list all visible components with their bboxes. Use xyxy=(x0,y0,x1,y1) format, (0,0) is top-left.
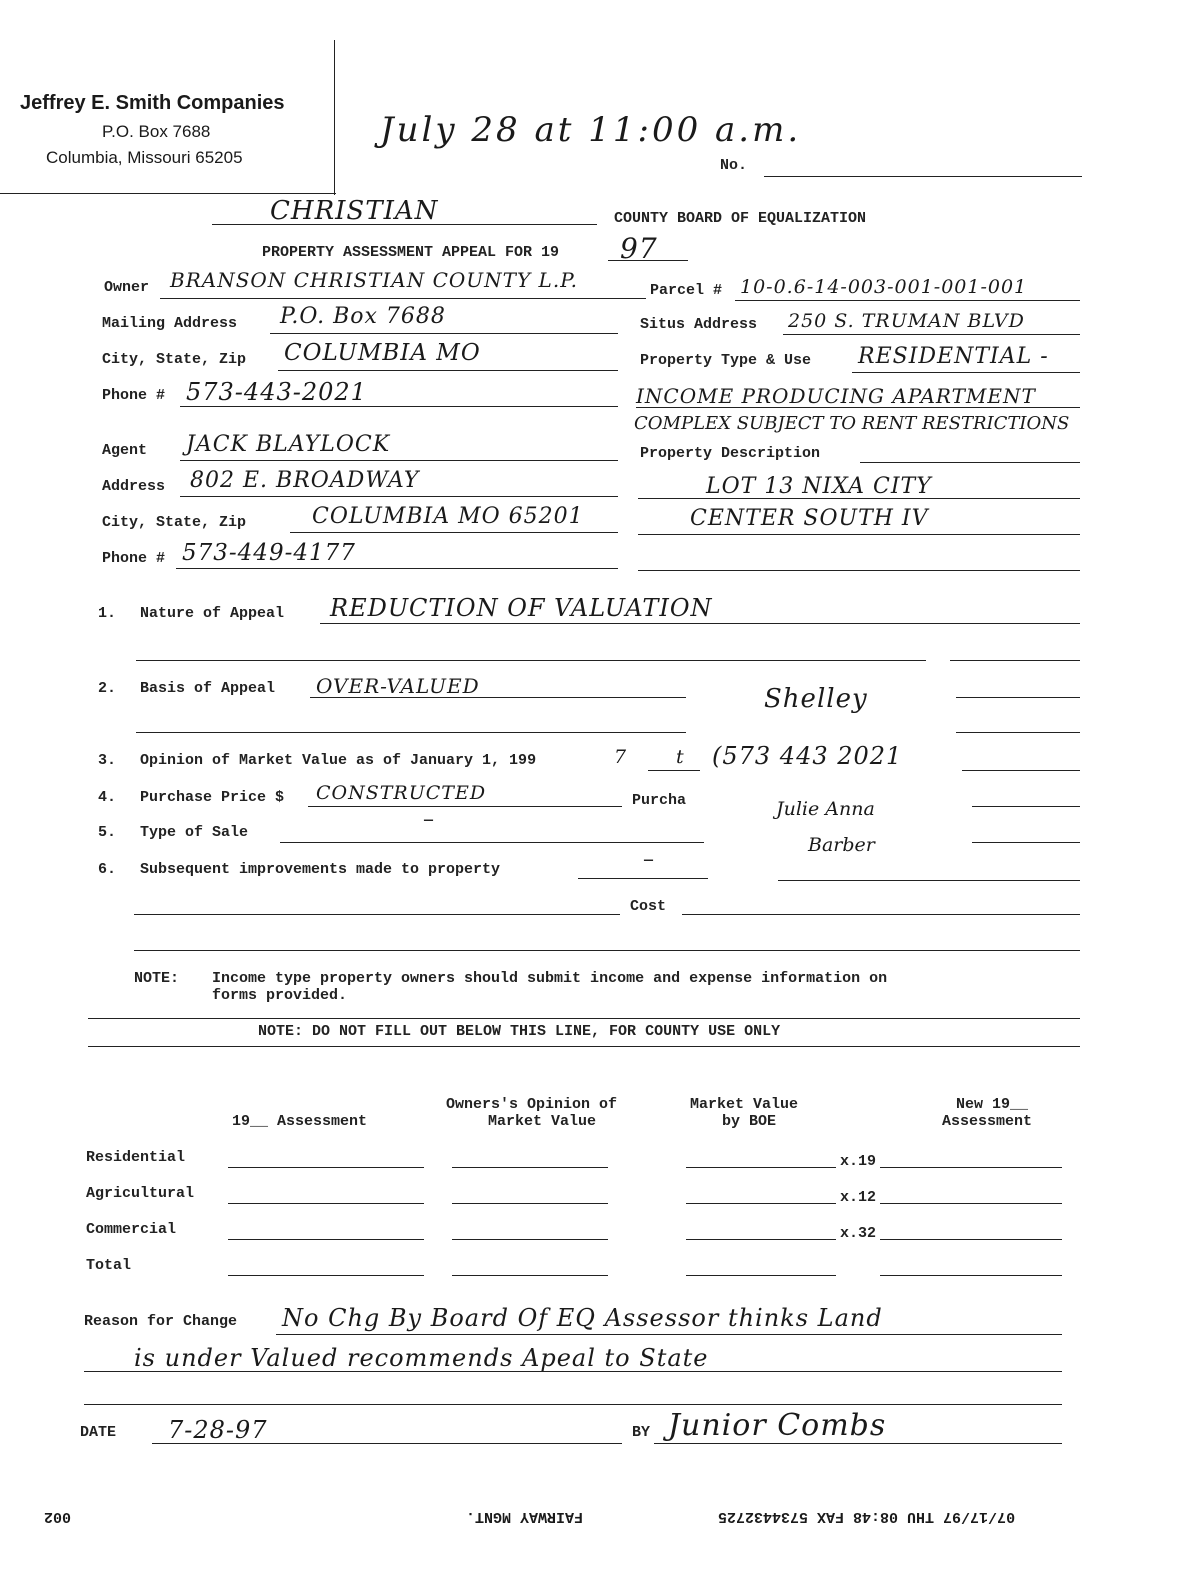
situs-value: 250 S. TRUMAN BLVD xyxy=(788,310,1025,332)
cost-label: Cost xyxy=(630,898,667,915)
row-label-residential: Residential xyxy=(86,1149,186,1166)
row-rate-commercial: x.32 xyxy=(840,1225,877,1242)
agent-phone-label: Phone # xyxy=(102,550,166,567)
board-label: COUNTY BOARD OF EQUALIZATION xyxy=(614,210,867,227)
margin-note-name-1: Shelley xyxy=(764,684,868,714)
ptype-value-1: RESIDENTIAL - xyxy=(858,344,1049,369)
reason-line-1: No Chg By Board Of EQ Assessor thinks Land xyxy=(282,1304,883,1332)
pdesc-label: Property Description xyxy=(640,445,821,462)
row-rate-residential: x.19 xyxy=(840,1153,877,1170)
item2-number: 2. xyxy=(98,680,117,697)
item3-year: 7 xyxy=(614,746,627,768)
reason-label: Reason for Change xyxy=(84,1313,238,1330)
table-header-owner-opinion-2: Market Value xyxy=(488,1113,597,1130)
appeal-label: PROPERTY ASSESSMENT APPEAL FOR 19 xyxy=(262,244,560,261)
table-header-market-value-2: by BOE xyxy=(722,1113,777,1130)
owner-city-label: City, State, Zip xyxy=(102,351,247,368)
item3-label: Opinion of Market Value as of January 1, 199 xyxy=(140,752,537,769)
row-label-agricultural: Agricultural xyxy=(86,1185,195,1202)
fax-header-right: 002 xyxy=(44,1508,72,1525)
parcel-label: Parcel # xyxy=(650,282,723,299)
table-header-owner-opinion-1: Owners's Opinion of xyxy=(446,1096,618,1113)
ptype-value-3: COMPLEX SUBJECT TO RENT RESTRICTIONS xyxy=(634,413,1070,434)
note-1-label: NOTE: xyxy=(134,970,180,987)
owner-phone-label: Phone # xyxy=(102,387,166,404)
date-label: DATE xyxy=(80,1424,117,1441)
item6-label: Subsequent improvements made to property xyxy=(140,861,501,878)
agent-city-label: City, State, Zip xyxy=(102,514,247,531)
item5-label: Type of Sale xyxy=(140,824,249,841)
situs-label: Situs Address xyxy=(640,316,758,333)
row-label-total: Total xyxy=(86,1257,132,1274)
agent-value: JACK BLAYLOCK xyxy=(186,432,391,457)
table-header-assessment: 19__ Assessment xyxy=(232,1113,368,1130)
table-header-new-2: Assessment xyxy=(942,1113,1033,1130)
item1-value: REDUCTION OF VALUATION xyxy=(330,594,713,622)
fax-header-mid: FAIRWAY MGNT. xyxy=(466,1508,584,1525)
margin-note-phone: (573 443 2021 xyxy=(712,742,903,770)
table-header-new-1: New 19__ xyxy=(956,1096,1029,1113)
owner-value: BRANSON CHRISTIAN COUNTY L.P. xyxy=(170,268,578,292)
owner-city-value: COLUMBIA MO xyxy=(284,340,481,366)
item6-number: 6. xyxy=(98,861,117,878)
by-label: BY xyxy=(632,1424,651,1441)
mailing-label: Mailing Address xyxy=(102,315,238,332)
date-value: 7-28-97 xyxy=(168,1416,268,1444)
agent-address-label: Address xyxy=(102,478,166,495)
item3-number: 3. xyxy=(98,752,117,769)
agent-address-value: 802 E. BROADWAY xyxy=(190,468,420,493)
row-label-commercial: Commercial xyxy=(86,1221,177,1238)
item2-value: OVER-VALUED xyxy=(316,674,480,698)
mailing-value: P.O. Box 7688 xyxy=(280,304,446,329)
note-1-line-2: forms provided. xyxy=(212,987,348,1004)
margin-note-name-2: Julie Anna xyxy=(776,798,875,820)
item1-label: Nature of Appeal xyxy=(140,605,285,622)
margin-note-name-3: Barber xyxy=(808,834,875,856)
letterhead-po-box: P.O. Box 7688 xyxy=(102,122,211,141)
signature: Junior Combs xyxy=(668,1408,887,1443)
owner-phone-value: 573-443-2021 xyxy=(186,378,367,406)
item5-value: — xyxy=(424,812,434,829)
item4-purchase-label: Purcha xyxy=(632,792,687,809)
pdesc-value-2: CENTER SOUTH IV xyxy=(690,506,929,531)
item4-label: Purchase Price $ xyxy=(140,789,285,806)
ptype-label: Property Type & Use xyxy=(640,352,812,369)
letterhead-city: Columbia, Missouri 65205 xyxy=(46,148,243,167)
row-rate-agricultural: x.12 xyxy=(840,1189,877,1206)
letterhead-company: Jeffrey E. Smith Companies xyxy=(20,92,285,114)
note-1-line-1: Income type property owners should submit income and expense information on xyxy=(212,970,888,987)
fax-header-left: 07/17/97 THU 08:48 FAX 5734432725 xyxy=(718,1508,1016,1525)
form-no-label: No. xyxy=(720,157,748,174)
appeal-year: 97 xyxy=(620,232,658,265)
reason-line-2: is under Valued recommends Apeal to State xyxy=(134,1344,709,1372)
agent-phone-value: 573-449-4177 xyxy=(182,540,356,566)
item1-number: 1. xyxy=(98,605,117,622)
item4-value: CONSTRUCTED xyxy=(316,782,487,804)
agent-city-value: COLUMBIA MO 65201 xyxy=(312,504,584,529)
item4-number: 4. xyxy=(98,789,117,806)
owner-label: Owner xyxy=(104,279,150,296)
item3-value: t xyxy=(676,746,684,768)
parcel-value: 10-0.6-14-003-001-001-001 xyxy=(740,276,1028,298)
agent-label: Agent xyxy=(102,442,148,459)
meeting-note: July 28 at 11:00 a.m. xyxy=(380,110,802,150)
ptype-value-2: INCOME PRODUCING APARTMENT xyxy=(636,384,1036,408)
note-2: NOTE: DO NOT FILL OUT BELOW THIS LINE, FOR COUNTY USE ONLY xyxy=(258,1023,781,1040)
item5-number: 5. xyxy=(98,824,117,841)
item2-label: Basis of Appeal xyxy=(140,680,276,697)
table-header-market-value-1: Market Value xyxy=(690,1096,799,1113)
county-name: CHRISTIAN xyxy=(270,196,439,226)
item6-value: — xyxy=(644,852,654,869)
pdesc-value-1: LOT 13 NIXA CITY xyxy=(706,474,932,499)
